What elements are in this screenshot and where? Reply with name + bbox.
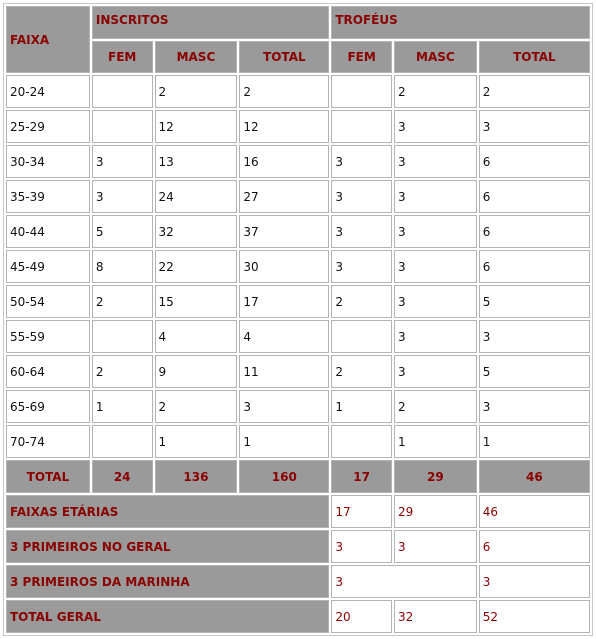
cell-inscritos-total: 37: [239, 215, 329, 248]
header-faixa: FAIXA: [6, 6, 90, 73]
cell-trofeus-total: 2: [479, 75, 590, 108]
cell-inscritos-total: 1: [239, 425, 329, 458]
cell-inscritos-fem: 5: [92, 215, 153, 248]
cell-faixa: 50-54: [6, 285, 90, 318]
summary-primeiros-geral-fem: 3: [331, 530, 392, 563]
cell-trofeus-fem: [331, 110, 392, 143]
cell-trofeus-total: 3: [479, 390, 590, 423]
summary-total-geral-label: TOTAL GERAL: [6, 600, 329, 633]
cell-trofeus-fem: [331, 425, 392, 458]
summary-primeiros-marinha-label: 3 PRIMEIROS DA MARINHA: [6, 565, 329, 598]
cell-trofeus-total: 5: [479, 355, 590, 388]
summary-total-geral-fem: 20: [331, 600, 392, 633]
table-row: [6, 180, 590, 213]
cell-trofeus-total: 6: [479, 180, 590, 213]
cell-inscritos-total: 17: [239, 285, 329, 318]
cell-inscritos-masc: 1: [155, 425, 238, 458]
summary-primeiros-marinha-fem-masc: 3: [331, 565, 476, 598]
cell-inscritos-masc: 32: [155, 215, 238, 248]
summary-faixas-etarias-masc: 29: [394, 495, 477, 528]
totals-inscritos-fem: 24: [92, 460, 153, 493]
cell-inscritos-masc: 24: [155, 180, 238, 213]
table-row: [6, 425, 590, 458]
cell-trofeus-total: 3: [479, 320, 590, 353]
cell-trofeus-masc: 3: [394, 145, 477, 178]
summary-row: [6, 530, 590, 563]
cell-inscritos-fem: 8: [92, 250, 153, 283]
cell-trofeus-masc: 3: [394, 320, 477, 353]
totals-row: [6, 460, 590, 493]
summary-row: [6, 565, 590, 598]
cell-inscritos-total: 2: [239, 75, 329, 108]
cell-inscritos-fem: [92, 75, 153, 108]
cell-inscritos-fem: [92, 320, 153, 353]
cell-faixa: 70-74: [6, 425, 90, 458]
cell-inscritos-fem: 2: [92, 355, 153, 388]
cell-inscritos-total: 11: [239, 355, 329, 388]
cell-inscritos-total: 16: [239, 145, 329, 178]
cell-faixa: 35-39: [6, 180, 90, 213]
header-inscritos: INSCRITOS: [92, 6, 329, 39]
table-row: [6, 110, 590, 143]
table-row: [6, 215, 590, 248]
summary-faixas-etarias-total: 46: [479, 495, 590, 528]
cell-trofeus-total: 1: [479, 425, 590, 458]
cell-trofeus-fem: [331, 320, 392, 353]
cell-trofeus-masc: 3: [394, 110, 477, 143]
cell-trofeus-fem: [331, 75, 392, 108]
cell-inscritos-masc: 2: [155, 75, 238, 108]
summary-primeiros-geral-masc: 3: [394, 530, 477, 563]
cell-faixa: 65-69: [6, 390, 90, 423]
cell-inscritos-masc: 13: [155, 145, 238, 178]
summary-row: [6, 495, 590, 528]
cell-inscritos-masc: 12: [155, 110, 238, 143]
table-row: [6, 390, 590, 423]
cell-inscritos-total: 3: [239, 390, 329, 423]
table-row: [6, 250, 590, 283]
totals-inscritos-masc: 136: [155, 460, 238, 493]
cell-inscritos-fem: 1: [92, 390, 153, 423]
cell-inscritos-total: 30: [239, 250, 329, 283]
summary-total-geral-masc: 32: [394, 600, 477, 633]
cell-inscritos-total: 27: [239, 180, 329, 213]
cell-inscritos-fem: 3: [92, 180, 153, 213]
table-row: [6, 75, 590, 108]
cell-trofeus-total: 6: [479, 250, 590, 283]
header-inscritos-masc: MASC: [155, 41, 238, 73]
results-table: [3, 3, 593, 636]
cell-faixa: 30-34: [6, 145, 90, 178]
cell-inscritos-fem: [92, 425, 153, 458]
cell-trofeus-fem: 3: [331, 250, 392, 283]
summary-faixas-etarias-label: FAIXAS ETÁRIAS: [6, 495, 329, 528]
table-row: [6, 355, 590, 388]
cell-trofeus-fem: 3: [331, 215, 392, 248]
totals-label: TOTAL: [6, 460, 90, 493]
cell-trofeus-masc: 3: [394, 355, 477, 388]
cell-trofeus-total: 5: [479, 285, 590, 318]
cell-inscritos-masc: 4: [155, 320, 238, 353]
header-trofeus-masc: MASC: [394, 41, 477, 73]
cell-trofeus-masc: 3: [394, 250, 477, 283]
cell-faixa: 25-29: [6, 110, 90, 143]
cell-inscritos-total: 4: [239, 320, 329, 353]
cell-trofeus-fem: 1: [331, 390, 392, 423]
cell-inscritos-masc: 9: [155, 355, 238, 388]
summary-primeiros-geral-total: 6: [479, 530, 590, 563]
cell-trofeus-masc: 1: [394, 425, 477, 458]
cell-trofeus-masc: 3: [394, 285, 477, 318]
totals-inscritos-total: 160: [239, 460, 329, 493]
cell-trofeus-total: 6: [479, 215, 590, 248]
cell-inscritos-masc: 22: [155, 250, 238, 283]
header-trofeus: TROFÉUS: [331, 6, 590, 39]
table-row: [6, 145, 590, 178]
cell-faixa: 60-64: [6, 355, 90, 388]
summary-faixas-etarias-fem: 17: [331, 495, 392, 528]
header-inscritos-total: TOTAL: [239, 41, 329, 73]
table-row: [6, 320, 590, 353]
cell-trofeus-masc: 3: [394, 215, 477, 248]
cell-inscritos-masc: 2: [155, 390, 238, 423]
cell-inscritos-total: 12: [239, 110, 329, 143]
summary-primeiros-marinha-total: 3: [479, 565, 590, 598]
cell-faixa: 20-24: [6, 75, 90, 108]
totals-trofeus-total: 46: [479, 460, 590, 493]
summary-primeiros-geral-label: 3 PRIMEIROS NO GERAL: [6, 530, 329, 563]
cell-trofeus-fem: 3: [331, 180, 392, 213]
totals-trofeus-masc: 29: [394, 460, 477, 493]
totals-trofeus-fem: 17: [331, 460, 392, 493]
cell-trofeus-fem: 2: [331, 355, 392, 388]
cell-trofeus-fem: 3: [331, 145, 392, 178]
cell-trofeus-total: 3: [479, 110, 590, 143]
summary-total-geral-total: 52: [479, 600, 590, 633]
cell-faixa: 40-44: [6, 215, 90, 248]
cell-trofeus-fem: 2: [331, 285, 392, 318]
header-trofeus-fem: FEM: [331, 41, 392, 73]
cell-inscritos-fem: 3: [92, 145, 153, 178]
header-inscritos-fem: FEM: [92, 41, 153, 73]
cell-inscritos-masc: 15: [155, 285, 238, 318]
cell-faixa: 45-49: [6, 250, 90, 283]
cell-inscritos-fem: 2: [92, 285, 153, 318]
cell-inscritos-fem: [92, 110, 153, 143]
cell-trofeus-masc: 3: [394, 180, 477, 213]
cell-trofeus-total: 6: [479, 145, 590, 178]
table-row: [6, 285, 590, 318]
summary-row: [6, 600, 590, 633]
cell-faixa: 55-59: [6, 320, 90, 353]
header-trofeus-total: TOTAL: [479, 41, 590, 73]
cell-trofeus-masc: 2: [394, 390, 477, 423]
cell-trofeus-masc: 2: [394, 75, 477, 108]
